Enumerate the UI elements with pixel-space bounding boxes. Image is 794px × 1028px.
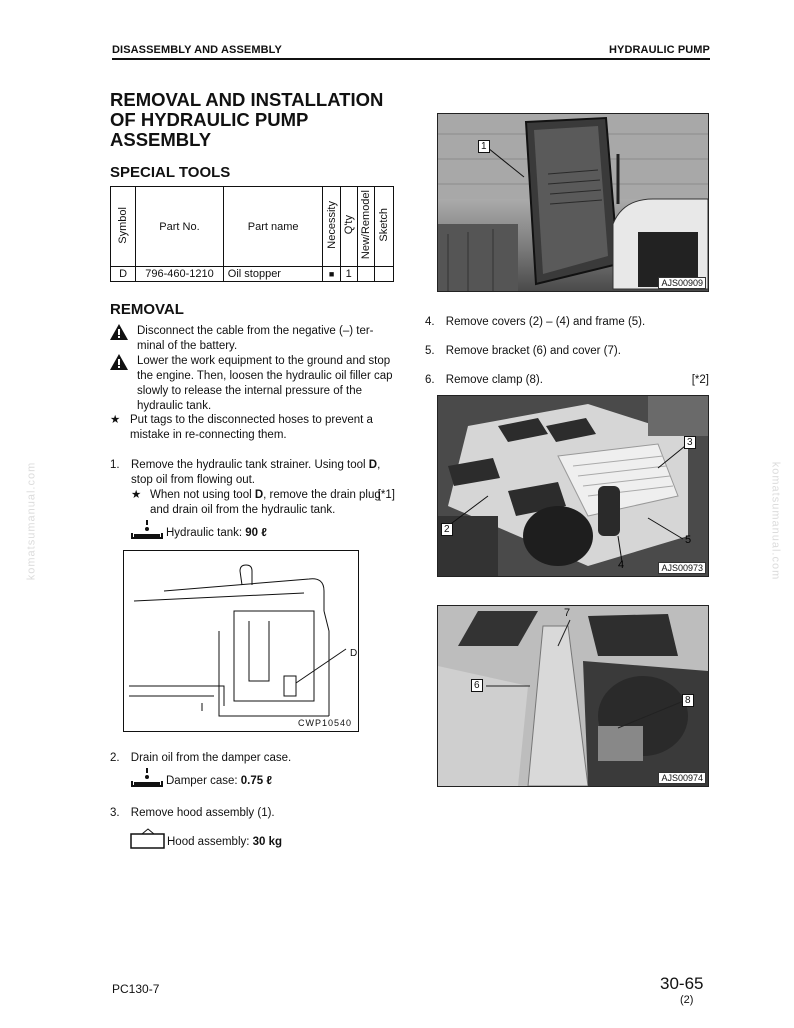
star-icon: ★ [131,489,142,501]
step-text: Drain oil from the damper case. [130,752,292,764]
warning-2: Lower the work equipment to the ground and stop the engine. Then, loosen the hydraulic oil filler cap slowly to release the internal pressure of the hydraulic tank. [110,354,395,414]
step-number: 2. [110,752,120,764]
photo-drawing [438,606,708,786]
step-1: 1. Remove the hydraulic tank strainer. Using tool D, stop oil from flowing out. ★ When not using tool D, remove the drain plug and drain oil from the hydraulic tank. [*1] [110,459,395,516]
col-part-name: Part name [223,187,323,267]
cell-symbol: D [111,267,136,282]
col-sketch: Sketch [374,187,393,267]
step-number: 1. [110,459,120,471]
col-symbol: Symbol [111,187,136,267]
weight-icon [130,828,166,850]
callout-1: 1 [478,140,490,153]
callout-5: 5 [685,534,692,546]
step-number: 3. [110,807,120,819]
col-qty: Q'ty [340,187,357,267]
callout-4: 4 [618,559,625,571]
photo-code: AJS00909 [658,277,706,289]
warning-icon [110,324,128,340]
col-necessity: Necessity [323,187,340,267]
callout-6: 6 [471,679,483,692]
cell-new-remodel [357,267,374,282]
footer-page: 30-65 [660,974,704,993]
figure-tank-drawing [123,550,359,732]
step-3 [110,806,275,821]
ref-mark: [*2] [691,374,709,386]
header-rule [112,58,710,60]
photo-drawing [438,396,708,576]
cell-necessity: ■ [323,267,340,282]
removal-heading: REMOVAL [110,301,184,318]
header-topic: HYDRAULIC PUMP [608,44,710,56]
step-number: 6. [425,374,435,386]
step-text: Remove hood assembly (1). [130,807,275,819]
page-title: REMOVAL AND INSTALLATION OF HYDRAULIC PUMP ASSEMBLY [110,89,384,150]
step-number: 5. [425,345,435,357]
step-text: Remove covers (2) – (4) and frame (5). [445,316,646,328]
photo-bracket-clamp [437,605,709,787]
step-text: Remove clamp (8). [445,374,543,386]
header-section: DISASSEMBLY AND ASSEMBLY [112,44,282,56]
photo-hood-assembly [437,113,709,292]
callout-2: 2 [441,523,453,536]
warning-icon [110,354,128,370]
tool-ref: D [368,459,378,471]
callout-7: 7 [564,607,571,619]
figure-label-d: D [350,648,358,659]
cell-sketch [374,267,393,282]
special-tools-table [110,186,394,282]
step-number: 4. [425,316,435,328]
cell-qty: 1 [340,267,357,282]
photo-code: AJS00973 [658,562,706,574]
callout-8: 8 [682,694,694,707]
step-6 [425,373,709,388]
cell-part-no: 796-460-1210 [136,267,224,282]
spec-hood-assembly: Hood assembly: 30 kg [130,828,282,856]
figure-code: CWP10540 [297,718,352,728]
ref-mark: [*1] [377,489,395,501]
spec-hydraulic-tank: Hydraulic tank: 90 ℓ [130,520,267,546]
table-header-row [111,187,394,267]
photo-code: AJS00974 [658,772,706,784]
star-icon: ★ [110,414,121,426]
oil-drain-icon [130,520,164,540]
step-text: Remove the hydraulic tank strainer. Using tool [131,459,366,471]
table-row [111,267,394,282]
oil-drain-icon [130,768,164,788]
step-5 [425,344,621,359]
step-4 [425,315,645,330]
col-new-remodel: New/Remodel [357,187,374,267]
col-part-no: Part No. [136,187,224,267]
spec-damper-case: Damper case: 0.75 ℓ [130,768,272,794]
step-2 [110,751,291,766]
warning-1: Disconnect the cable from the negative (–) ter-minal of the battery. [110,324,395,354]
footer-revision: (2) [680,994,694,1006]
photo-covers [437,395,709,577]
footer-model: PC130-7 [112,982,160,996]
watermark-right: komatsumanual.com [769,461,782,581]
special-tools-heading: SPECIAL TOOLS [110,164,231,181]
tank-line-drawing [124,551,358,731]
step-text: Remove bracket (6) and cover (7). [445,345,621,357]
star-note: ★ Put tags to the disconnected hoses to prevent a mistake in re-connecting them. [110,414,373,441]
cell-part-name: Oil stopper [223,267,323,282]
callout-3: 3 [684,436,696,449]
watermark-left: komatsumanual.com [25,461,38,581]
